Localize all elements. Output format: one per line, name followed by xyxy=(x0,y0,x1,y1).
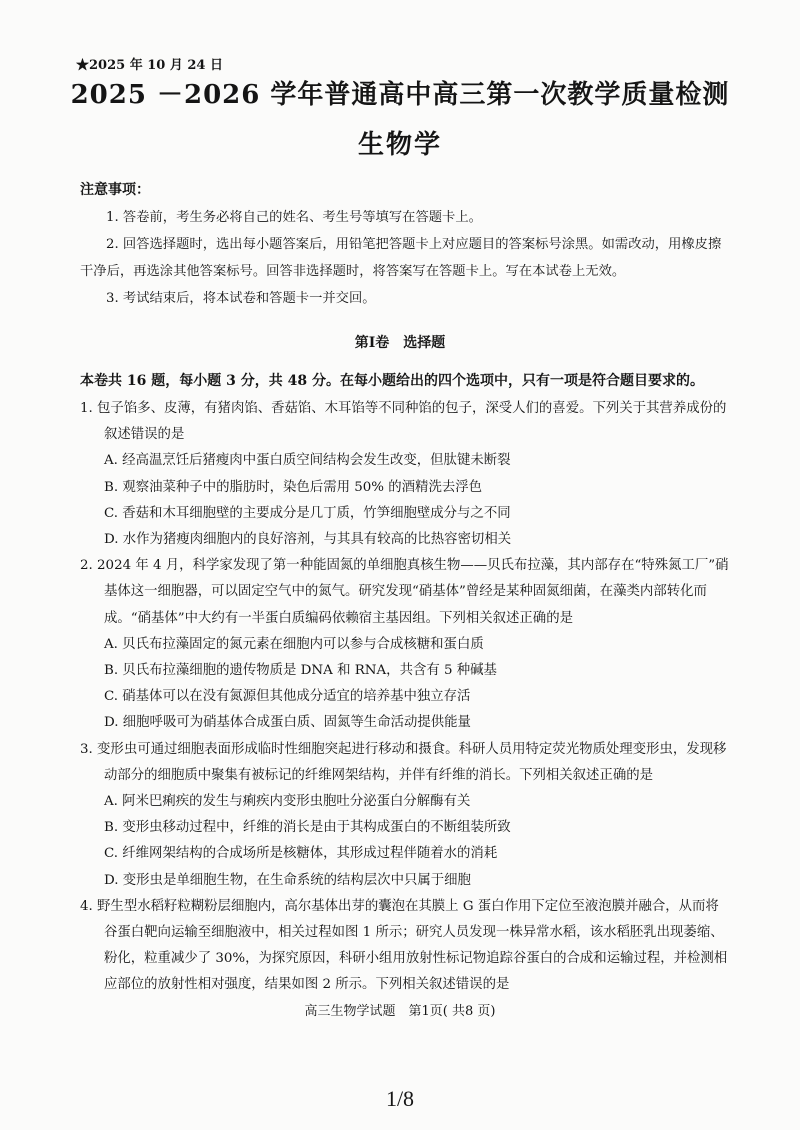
question-list xyxy=(80,396,730,999)
question-stem: 3. 变形虫可通过细胞表面形成临时性细胞突起进行移动和摄食。科研人员用特定荧光物质处理变形虫，发现移动部分的细胞质中聚集有被标记的纤维网架结构，并伴有纤维的消长。下列相关叙述正确的是 xyxy=(80,741,727,783)
notice-list xyxy=(80,204,730,312)
question-stem: 4. 野生型水稻籽粒糊粉层细胞内，高尔基体出芽的囊泡在其膜上 G 蛋白作用下定位至液泡膜并融合，从而将谷蛋白靶向运输至细胞液中，相关过程如图 1 所示；研究人员发现一株异常水稻，该水稻胚乳出现萎缩、粉化，粒重减少了 30%，为探究原因，科研小组用放射性标记物追踪谷蛋白的合成和运输过程，并检测相应部位的放射性相对强度，结果如图 2 所示。下列相关叙述错误的是 xyxy=(80,898,728,993)
option-a: A. 贝氏布拉藻固定的氮元素在细胞内可以参与合成核糖和蛋白质 xyxy=(104,636,484,652)
option-c: C. 纤维网架结构的合成场所是核糖体，其形成过程伴随着水的消耗 xyxy=(104,846,498,862)
question-1 xyxy=(80,396,730,553)
option-a: A. 阿米巴痢疾的发生与痢疾内变形虫胞吐分泌蛋白分解酶有关 xyxy=(104,794,471,810)
exam-date: ★2025 年 10 月 24 日 xyxy=(76,58,223,73)
notice-item: 3. 考试结束后，将本试卷和答题卡一并交回。 xyxy=(106,291,376,306)
section-title: 第Ⅰ卷 选择题 xyxy=(354,335,446,351)
question-2 xyxy=(80,553,730,736)
option-a: A. 经高温烹饪后猪瘦肉中蛋白质空间结构会发生改变，但肽键未断裂 xyxy=(104,453,511,469)
option-b: B. 变形虫移动过程中，纤维的消长是由于其构成蛋白的不断组装所致 xyxy=(104,820,511,836)
option-d: D. 水作为猪瘦肉细胞内的良好溶剂，与其具有较高的比热容密切相关 xyxy=(104,532,512,548)
option-d: D. 细胞呼吸可为硝基体合成蛋白质、固氮等生命活动提供能量 xyxy=(104,715,471,731)
option-c: C. 香菇和木耳细胞壁的主要成分是几丁质，竹笋细胞壁成分与之不同 xyxy=(104,505,511,521)
page-footer: 高三生物学试题 第1页( 共8 页) xyxy=(304,1004,496,1019)
exam-title: 2025 －2026 学年普通高中高三第一次教学质量检测 xyxy=(70,80,730,110)
option-c: C. 硝基体可以在没有氮源但其他成分适宜的培养基中独立存活 xyxy=(104,689,471,705)
question-3 xyxy=(80,737,730,894)
option-b: B. 观察油菜种子中的脂肪时，染色后需用 50% 的酒精洗去浮色 xyxy=(104,479,483,495)
question-stem: 1. 包子馅多、皮薄，有猪肉馅、香菇馅、木耳馅等不同种馅的包子，深受人们的喜爱。下列关于其营养成份的叙述错误的是 xyxy=(80,401,727,443)
notice-item: 2. 回答选择题时，选出每小题答案后，用铅笔把答题卡上对应题目的答案标号涂黑。如需改动，用橡皮擦干净后，再选涂其他答案标号。回答非选择题时，将答案写在答题卡上。写在本试卷上无效。 xyxy=(80,237,722,279)
question-stem: 2. 2024 年 4 月，科学家发现了第一种能固氮的单细胞真核生物——贝氏布拉藻，其内部存在“特殊氮工厂”硝基体这一细胞器，可以固定空气中的氮气。研究发现“硝基体”曾经是某种固氮细菌，在藻类内部转化而成。“硝基体”中大约有一半蛋白质编码依赖宿主基因组。下列相关叙述正确的是 xyxy=(80,558,729,626)
section-instructions: 本卷共 16 题，每小题 3 分，共 48 分。在每小题给出的四个选项中，只有一项是符合题目要求的。 xyxy=(80,373,704,389)
question-4 xyxy=(80,894,730,999)
notice-item: 1. 答卷前，考生务必将自己的姓名、考生号等填写在答题卡上。 xyxy=(106,210,482,225)
option-d: D. 变形虫是单细胞生物，在生命系统的结构层次中只属于细胞 xyxy=(104,872,471,888)
page-number: 1/8 xyxy=(385,1086,415,1111)
notice-heading: 注意事项： xyxy=(80,182,150,198)
option-b: B. 贝氏布拉藻细胞的遗传物质是 DNA 和 RNA，共含有 5 种碱基 xyxy=(104,663,497,679)
exam-subject: 生物学 xyxy=(357,130,442,160)
